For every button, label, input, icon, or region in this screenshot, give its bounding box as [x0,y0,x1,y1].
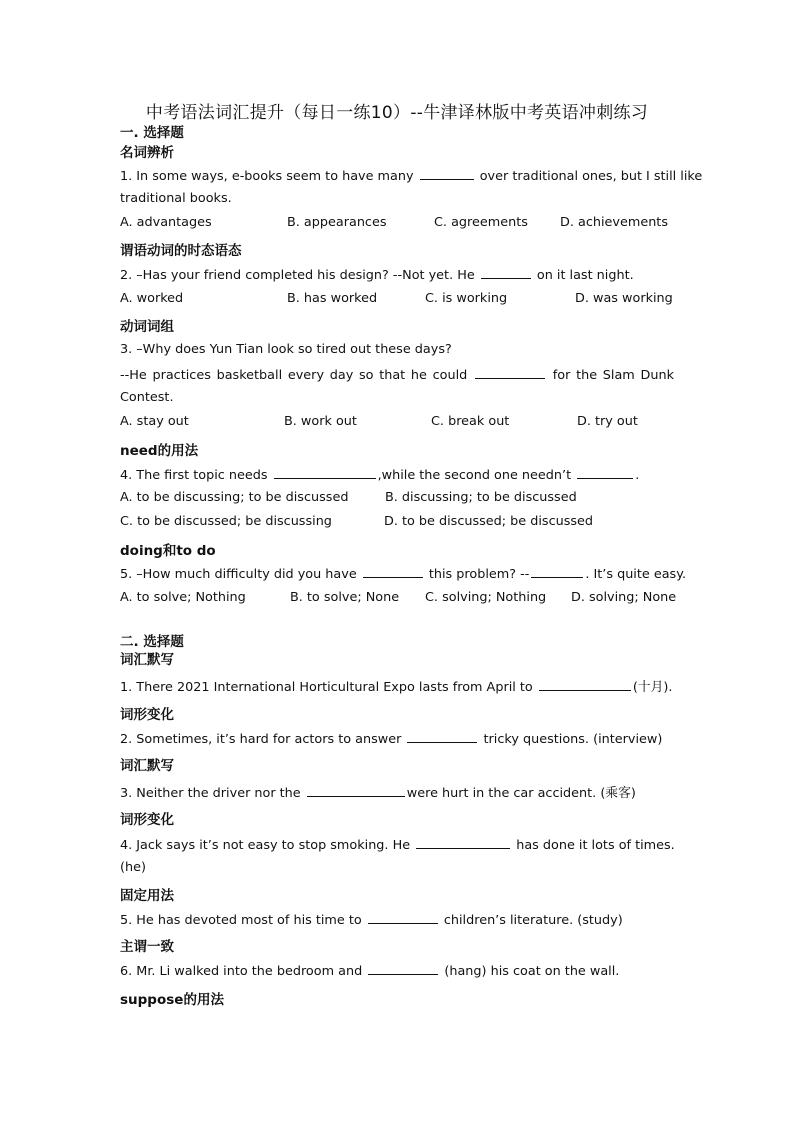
question-text: . It’s quite easy. [585,567,687,582]
option-b[interactable]: B. has worked [287,291,378,306]
option-d[interactable]: D. to be discussed; be discussed [384,514,594,529]
question-1-line [120,167,702,184]
question-text: over traditional ones, but I still like [479,169,703,184]
question-text: 4. Jack says it’s not easy to stop smoking. He [120,838,411,853]
question-text: (十月). [632,680,673,695]
answer-blank[interactable] [274,466,376,479]
option-d[interactable]: D. try out [577,414,638,429]
option-c[interactable]: C. to be discussed; be discussing [120,514,332,529]
fill-item-5 [120,911,623,928]
question-3-line-2 [120,366,674,383]
question-text: 5. –How much difficulty did you have [120,567,357,582]
answer-blank[interactable] [368,911,438,924]
option-d[interactable]: D. was working [575,291,673,306]
answer-blank[interactable] [368,962,438,975]
section-heading-2: 二. 选择题 [120,634,184,650]
category-label: doing和to do [120,543,216,559]
question-text: tricky questions. (interview) [483,732,663,747]
answer-blank[interactable] [539,678,631,691]
answer-blank[interactable] [481,266,531,279]
fill-item-4 [120,836,674,853]
category-label: need的用法 [120,443,199,459]
answer-blank[interactable] [420,167,474,180]
category-label: 词形变化 [120,707,174,723]
option-c[interactable]: C. agreements [434,215,528,230]
option-c[interactable]: C. solving; Nothing [425,590,547,605]
question-text: this problem? -- [428,567,530,582]
fill-item-1 [120,676,672,695]
question-text: 2. Sometimes, it’s hard for actors to answer [120,732,402,747]
option-b[interactable]: B. work out [284,414,357,429]
answer-blank[interactable] [363,565,423,578]
option-b[interactable]: B. discussing; to be discussed [385,490,577,505]
question-3-line-1: 3. –Why does Yun Tian look so tired out these days? [120,342,452,357]
question-text: 4. The first topic needs [120,468,268,483]
option-b[interactable]: B. appearances [287,215,387,230]
option-a[interactable]: A. to solve; Nothing [120,590,246,605]
answer-blank[interactable] [416,836,510,849]
answer-blank[interactable] [307,784,405,797]
page-title: 中考语法词汇提升（每日一练10）--牛津译林版中考英语冲刺练习 [145,103,649,123]
option-d[interactable]: D. achievements [560,215,668,230]
answer-blank[interactable] [531,565,583,578]
section-heading-1: 一. 选择题 [120,125,184,141]
fill-item-2 [120,730,662,747]
question-4-line [120,466,639,483]
category-label: 谓语动词的时态语态 [120,243,242,259]
category-label: suppose的用法 [120,992,224,1008]
category-label: 主谓一致 [120,939,174,955]
question-text: 1. There 2021 International Horticultural Expo lasts from April to [120,680,533,695]
option-a[interactable]: A. worked [120,291,184,306]
question-text: has done it lots of times. [516,838,675,853]
question-text: for the Slam Dunk [552,368,674,383]
question-text: ,while the second one needn’t [377,468,572,483]
question-text: on it last night. [536,268,634,283]
question-text: 2. –Has your friend completed his design? --Not yet. He [120,268,475,283]
option-b[interactable]: B. to solve; None [290,590,400,605]
fill-item-4-hint: (he) [120,860,146,875]
category-label: 词汇默写 [120,758,174,774]
option-d[interactable]: D. solving; None [571,590,677,605]
question-text: 5. He has devoted most of his time to [120,913,362,928]
category-label: 固定用法 [120,888,174,904]
category-label: 名词辨析 [120,145,174,161]
category-label: 词汇默写 [120,652,174,668]
question-text: were hurt in the car accident. (乘客) [406,786,636,801]
question-text: children’s literature. (study) [443,913,623,928]
question-3-line-3: Contest. [120,390,174,405]
question-text: (hang) his coat on the wall. [444,964,620,979]
question-text: 3. Neither the driver nor the [120,786,301,801]
category-label: 词形变化 [120,812,174,828]
fill-item-3 [120,782,636,801]
option-a[interactable]: A. stay out [120,414,189,429]
answer-blank[interactable] [475,366,545,379]
answer-blank[interactable] [577,466,633,479]
question-text: 6. Mr. Li walked into the bedroom and [120,964,363,979]
question-5-line [120,565,686,582]
question-1-line-2: traditional books. [120,191,232,206]
option-a[interactable]: A. advantages [120,215,212,230]
category-label: 动词词组 [120,319,174,335]
option-a[interactable]: A. to be discussing; to be discussed [120,490,349,505]
answer-blank[interactable] [407,730,477,743]
fill-item-6 [120,962,619,979]
question-2-line [120,266,634,283]
question-text: --He practices basketball every day so that he could [120,368,468,383]
question-text: 1. In some ways, e-books seem to have many [120,169,414,184]
option-c[interactable]: C. break out [431,414,510,429]
option-c[interactable]: C. is working [425,291,508,306]
question-text: . [635,468,640,483]
